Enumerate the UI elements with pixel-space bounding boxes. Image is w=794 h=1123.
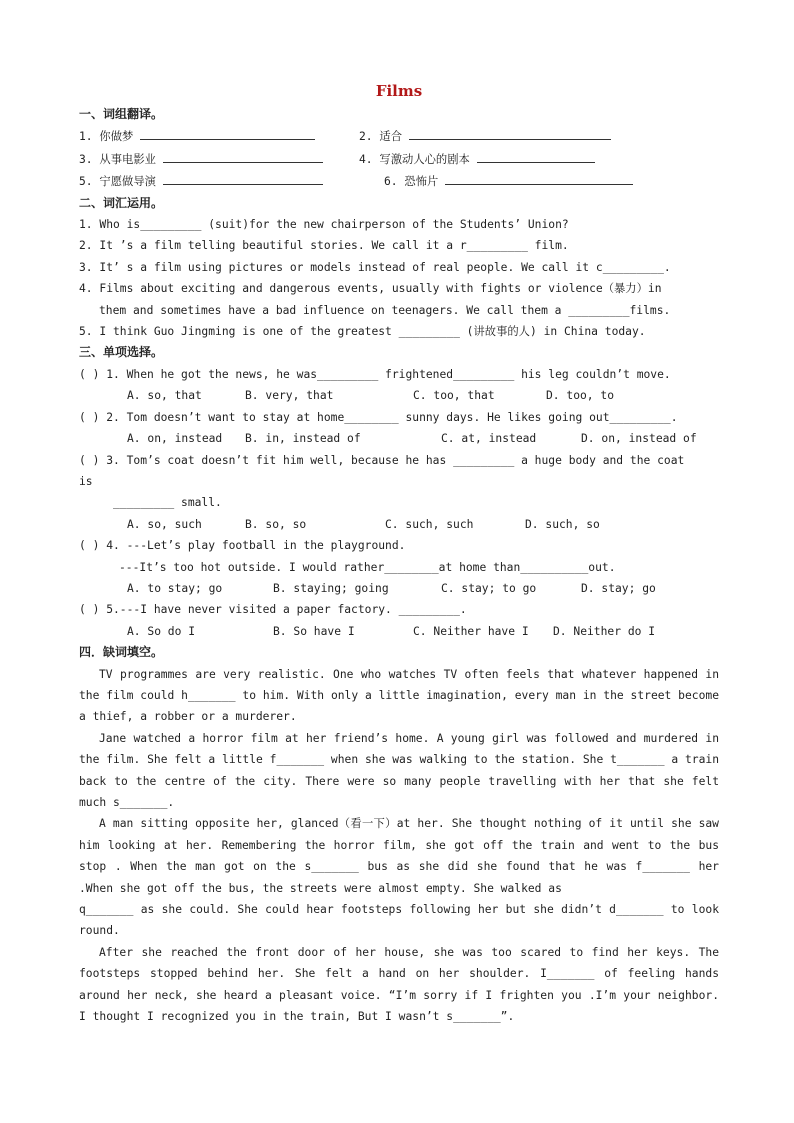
question-2: ( ) 2. Tom doesn’t want to stay at home________ sunny days. He likes going out_________. [79, 410, 678, 424]
translation-item: 3. 从事电影业 [79, 148, 359, 170]
option-d[interactable]: D. too, to [546, 389, 615, 403]
vocab-item: 3. It’ s a film using pictures or models instead of real people. We call it c_________. [79, 260, 671, 274]
cloze-paragraph: Jane watched a horror film at her friend’s home. A young girl was followed and murdered in the film. She felt a little f_______ when she was walking to the station. She t_______ a train back to the centre of the city. There were so many people travelling with her that she felt much s_______. [79, 731, 719, 809]
option-d[interactable]: D. Neither do I [553, 624, 656, 638]
cloze-paragraph: A man sitting opposite her, glanced（看一下）at her. She thought nothing of it until she saw him looking at her. Remembering the horror film, she got off the train and went to the bus stop . When the man got on the s_______ bus as she did she found that he was f_______ her .When she got off the bus, the streets were almost empty. She walked as [79, 817, 719, 895]
translation-item: 6. 恐怖片 [384, 170, 684, 192]
section-heading-cloze: 四．缺词填空。 [79, 645, 164, 660]
option-b[interactable]: B. very, that [245, 389, 334, 403]
question-5: ( ) 5.---I have never visited a paper factory. _________. [79, 603, 467, 617]
option-d[interactable]: D. stay; go [581, 581, 656, 595]
answer-blank[interactable] [409, 125, 611, 140]
vocab-item: 5. I think Guo Jingming is one of the greatest _________ (讲故事的人) in China today. [79, 325, 646, 339]
translation-item: 2. 适合 [359, 125, 679, 147]
vocab-item: 1. Who is_________ (suit)for the new chairperson of the Students’ Union? [79, 218, 569, 232]
cloze-paragraph-continued: q_______ as she could. She could hear footsteps following her but she didn’t d_______ to look round. [79, 903, 719, 938]
option-b[interactable]: B. so, so [245, 517, 307, 531]
answer-blank[interactable] [445, 170, 633, 185]
question-3: ( ) 3. Tom’s coat doesn’t fit him well, because he has _________ a huge body and the coat [79, 453, 685, 467]
translation-item: 1. 你做梦 [79, 125, 359, 147]
option-c[interactable]: C. such, such [385, 517, 474, 531]
section-heading-multiple-choice: 三、单项选择。 [79, 345, 164, 360]
vocab-item-continued: them and sometimes have a bad influence on teenagers. We call them a _________films. [99, 303, 671, 317]
question-4-continued: ---It’s too hot outside. I would rather________at home than__________out. [119, 560, 616, 574]
section-heading-vocabulary: 二、词汇运用。 [79, 195, 164, 210]
option-a[interactable]: A. to stay; go [127, 581, 223, 595]
cloze-paragraph: TV programmes are very realistic. One who watches TV often feels that whatever happened in the film could h_______ to him. With only a little imagination, every man in the street become a thief, a robber or a murderer. [79, 667, 719, 724]
vocab-item: 4. Films about exciting and dangerous events, usually with fights or violence（暴力）in [79, 282, 662, 296]
answer-blank[interactable] [140, 125, 315, 140]
option-d[interactable]: D. on, instead of [581, 432, 697, 446]
question-3-continued: _________ small. [113, 496, 222, 510]
option-b[interactable]: B. in, instead of [245, 432, 361, 446]
question-2-options [79, 428, 719, 449]
translation-item: 5. 宁愿做导演 [79, 170, 384, 192]
translation-row [79, 125, 719, 147]
option-d[interactable]: D. such, so [525, 517, 600, 531]
option-a[interactable]: A. so, such [127, 517, 202, 531]
option-a[interactable]: A. on, instead [127, 432, 223, 446]
answer-blank[interactable] [477, 148, 595, 163]
answer-blank[interactable] [163, 170, 323, 185]
page-title: Films [375, 82, 423, 100]
question-3-continued: is [79, 474, 93, 488]
question-4: ( ) 4. ---Let’s play football in the playground. [79, 539, 406, 553]
option-c[interactable]: C. too, that [413, 389, 495, 403]
option-c[interactable]: C. Neither have I [413, 624, 529, 638]
vocab-item: 2. It ’s a film telling beautiful stories. We call it a r_________ film. [79, 239, 569, 253]
option-a[interactable]: A. So do I [127, 624, 196, 638]
option-a[interactable]: A. so, that [127, 389, 202, 403]
question-1-options [79, 385, 719, 406]
question-5-options [79, 621, 719, 642]
answer-blank[interactable] [163, 148, 323, 163]
worksheet [79, 78, 719, 1027]
cloze-paragraph: After she reached the front door of her house, she was too scared to find her keys. The footsteps stopped behind her. She felt a hand on her shoulder. I_______ of feeling hands around her neck, she heard a pleasant voice. “I’m sorry if I frighten you .I’m your neighbor. I thought I recognized you in the train, But I wasn’t s_______”. [79, 945, 719, 1024]
translation-row [79, 170, 719, 192]
translation-item: 4. 写激动人心的剧本 [359, 148, 679, 170]
question-1: ( ) 1. When he got the news, he was_________ frightened_________ his leg couldn’t move. [79, 367, 671, 381]
option-b[interactable]: B. So have I [273, 624, 355, 638]
option-c[interactable]: C. stay; to go [441, 581, 537, 595]
option-c[interactable]: C. at, instead [441, 432, 537, 446]
question-3-options [79, 514, 719, 535]
section-heading-translation: 一、词组翻译。 [79, 107, 164, 121]
question-4-options [79, 578, 719, 599]
option-b[interactable]: B. staying; going [273, 581, 389, 595]
translation-row [79, 148, 719, 170]
